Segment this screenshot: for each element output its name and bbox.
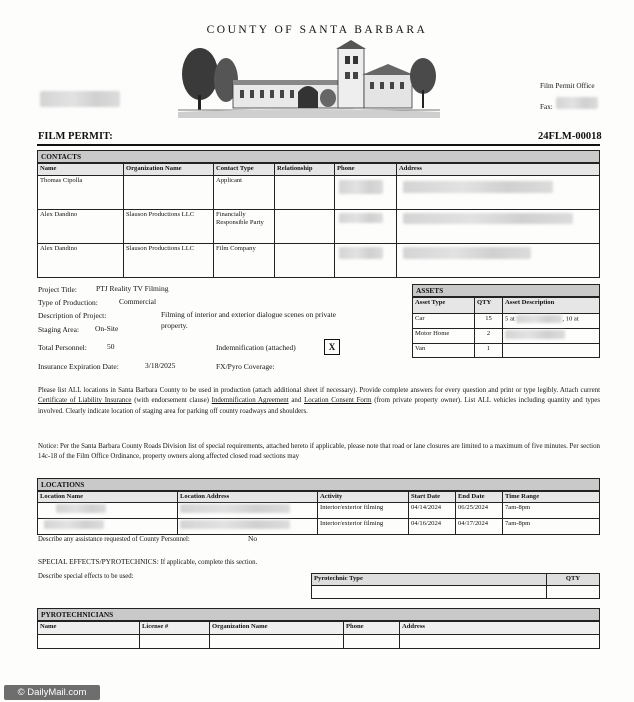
asset-qty: 15	[475, 314, 503, 329]
contact-name: Alex Dandino	[38, 244, 124, 278]
table-row	[38, 503, 600, 519]
location-start: 04/16/2024	[409, 519, 456, 535]
contacts-table	[37, 163, 600, 278]
col-pyro-type: Pyrotechnic Type	[312, 574, 547, 586]
assistance-label: Describe any assistance requested of County Personnel:	[38, 536, 190, 543]
production-type: Commercial	[119, 297, 157, 306]
location-time: 7am-8pm	[503, 503, 600, 519]
insurance-label: Insurance Expiration Date:	[38, 362, 119, 371]
redacted-address	[40, 91, 120, 107]
contact-type: Applicant	[214, 176, 275, 210]
contact-address	[397, 210, 600, 244]
contact-phone	[335, 176, 397, 210]
col-name: Name	[38, 164, 124, 176]
project-title: PTJ Reality TV Filming	[96, 284, 169, 293]
notice-paragraph: Notice: Per the Santa Barbara County Roads Division list of special requirements, attached hereto if applicable, please note that road or lane closures are limited to a maximum of five minutes. Per section 14c-18 of the Film Office Ordinance, property owners along affected closed road sections may	[38, 443, 600, 461]
col-asset-type: Asset Type	[413, 298, 475, 314]
location-activity: Interior/exterior filming	[318, 519, 409, 535]
asset-type: Car	[413, 314, 475, 329]
contact-org: Slauson Productions LLC	[124, 210, 214, 244]
col-activity: Activity	[318, 492, 409, 503]
asset-desc	[503, 344, 600, 358]
location-start: 04/14/2024	[409, 503, 456, 519]
col-relationship: Relationship	[275, 164, 335, 176]
col-start-date: Start Date	[409, 492, 456, 503]
production-type-label: Type of Production:	[38, 298, 98, 307]
special-fx-line	[38, 557, 257, 566]
table-row	[38, 210, 600, 244]
col-org: Organization Name	[124, 164, 214, 176]
location-activity: Interior/exterior filming	[318, 503, 409, 519]
pyrotechnicians-table	[37, 621, 600, 649]
instructions-text: (from private property owner). List ALL vehicles including quantity and types involved. Clearly indicate location of staging area for parking off county roadways and shoulders.	[38, 397, 601, 415]
table-row	[413, 329, 600, 344]
indemnification-checkbox[interactable]: X	[324, 339, 340, 355]
asset-qty: 2	[475, 329, 503, 344]
contact-relationship	[275, 210, 335, 244]
staging-label: Staging Area:	[38, 325, 80, 334]
contact-address	[397, 176, 600, 210]
permit-number: 24FLM-00018	[538, 131, 602, 142]
location-end: 06/25/2024	[456, 503, 503, 519]
special-fx-note: If applicable, complete this section.	[160, 559, 258, 566]
instructions-text: and	[291, 397, 302, 405]
contact-org: Slauson Productions LLC	[124, 244, 214, 278]
location-time: 7am-8pm	[503, 519, 600, 535]
contact-relationship	[275, 244, 335, 278]
col-pyro-address: Address	[400, 622, 600, 635]
col-license: License #	[140, 622, 210, 635]
col-phone: Phone	[335, 164, 397, 176]
project-description: Filming of interior and exterior dialogue scenes on private property.	[161, 310, 336, 331]
asset-desc	[503, 329, 600, 344]
assets-heading: ASSETS	[412, 284, 600, 297]
col-pyro-name: Name	[38, 622, 140, 635]
contact-relationship	[275, 176, 335, 210]
asset-qty: 1	[475, 344, 503, 358]
asset-desc-b: , 10 at	[562, 315, 579, 323]
fx-coverage-label: FX/Pyro Coverage:	[216, 362, 275, 371]
instructions-text: (with endorsement clause)	[134, 397, 209, 405]
contact-org	[124, 176, 214, 210]
dailymail-watermark: © DailyMail.com	[4, 685, 100, 700]
indemnification-label: Indemnification (attached)	[216, 343, 296, 352]
assistance-value: No	[248, 534, 258, 543]
col-location-address: Location Address	[178, 492, 318, 503]
permit-title: FILM PERMIT:	[38, 131, 113, 142]
location-address	[178, 503, 318, 519]
contact-address	[397, 244, 600, 278]
instructions-text: Please list ALL locations in Santa Barbara County to be used in production (attach additional sheet if necessary). Provide complete answers for every question and print or type legibly. Attach current	[38, 387, 600, 394]
locations-table	[37, 491, 600, 535]
contact-phone	[335, 244, 397, 278]
col-location-name: Location Name	[38, 492, 178, 503]
table-row	[312, 586, 600, 599]
personnel-label: Total Personnel:	[38, 343, 87, 352]
contact-phone	[335, 210, 397, 244]
indemnification-agreement-link[interactable]: Indemnification Agreement	[211, 397, 289, 405]
locations-heading: LOCATIONS	[37, 478, 600, 491]
assets-table	[412, 297, 600, 358]
col-pyro-qty: QTY	[547, 574, 600, 586]
film-permit-office: Film Permit Office	[540, 82, 595, 90]
contact-type: Financially Responsible Party	[214, 210, 275, 244]
table-row	[38, 244, 600, 278]
description-label: Description of Project:	[38, 311, 107, 320]
liability-insurance-link[interactable]: Certificate of Liability Insurance	[38, 397, 132, 405]
location-consent-form-link[interactable]: Location Consent Form	[304, 397, 372, 405]
describe-fx-label: Describe special effects to be used:	[38, 573, 134, 580]
contact-type: Film Company	[214, 244, 275, 278]
fax-label: Fax:	[540, 103, 553, 111]
asset-type: Van	[413, 344, 475, 358]
redacted-fax	[556, 97, 598, 109]
location-name	[38, 503, 178, 519]
location-name	[38, 519, 178, 535]
location-end: 04/17/2024	[456, 519, 503, 535]
table-row	[38, 635, 600, 649]
col-end-date: End Date	[456, 492, 503, 503]
pyrotechnic-table	[311, 573, 600, 599]
contact-name: Thomas Cipolla	[38, 176, 124, 210]
col-address: Address	[397, 164, 600, 176]
asset-type: Motor Home	[413, 329, 475, 344]
col-contact-type: Contact Type	[214, 164, 275, 176]
project-title-label: Project Title:	[38, 285, 77, 294]
location-address	[178, 519, 318, 535]
instructions-paragraph	[38, 386, 600, 417]
asset-desc-a: 5 at	[505, 315, 515, 323]
col-time-range: Time Range	[503, 492, 600, 503]
total-personnel: 50	[107, 342, 115, 351]
col-qty: QTY	[475, 298, 503, 314]
county-title: COUNTY OF SANTA BARBARA	[206, 24, 428, 36]
special-fx-label: SPECIAL EFFECTS/PYROTECHNICS:	[38, 557, 159, 566]
divider	[37, 144, 600, 146]
asset-desc	[503, 314, 600, 329]
contact-name: Alex Dandino	[38, 210, 124, 244]
insurance-date: 3/18/2025	[145, 361, 176, 370]
staging-area: On-Site	[95, 324, 119, 333]
table-row	[38, 519, 600, 535]
col-pyro-phone: Phone	[344, 622, 400, 635]
table-row	[413, 314, 600, 329]
table-row	[38, 176, 600, 210]
pyrotechnicians-heading: PYROTECHNICIANS	[37, 608, 600, 621]
table-row	[413, 344, 600, 358]
col-pyro-org: Organization Name	[210, 622, 344, 635]
contacts-heading: CONTACTS	[37, 150, 600, 163]
col-asset-desc: Asset Description	[503, 298, 600, 314]
county-building-illustration	[178, 40, 440, 118]
